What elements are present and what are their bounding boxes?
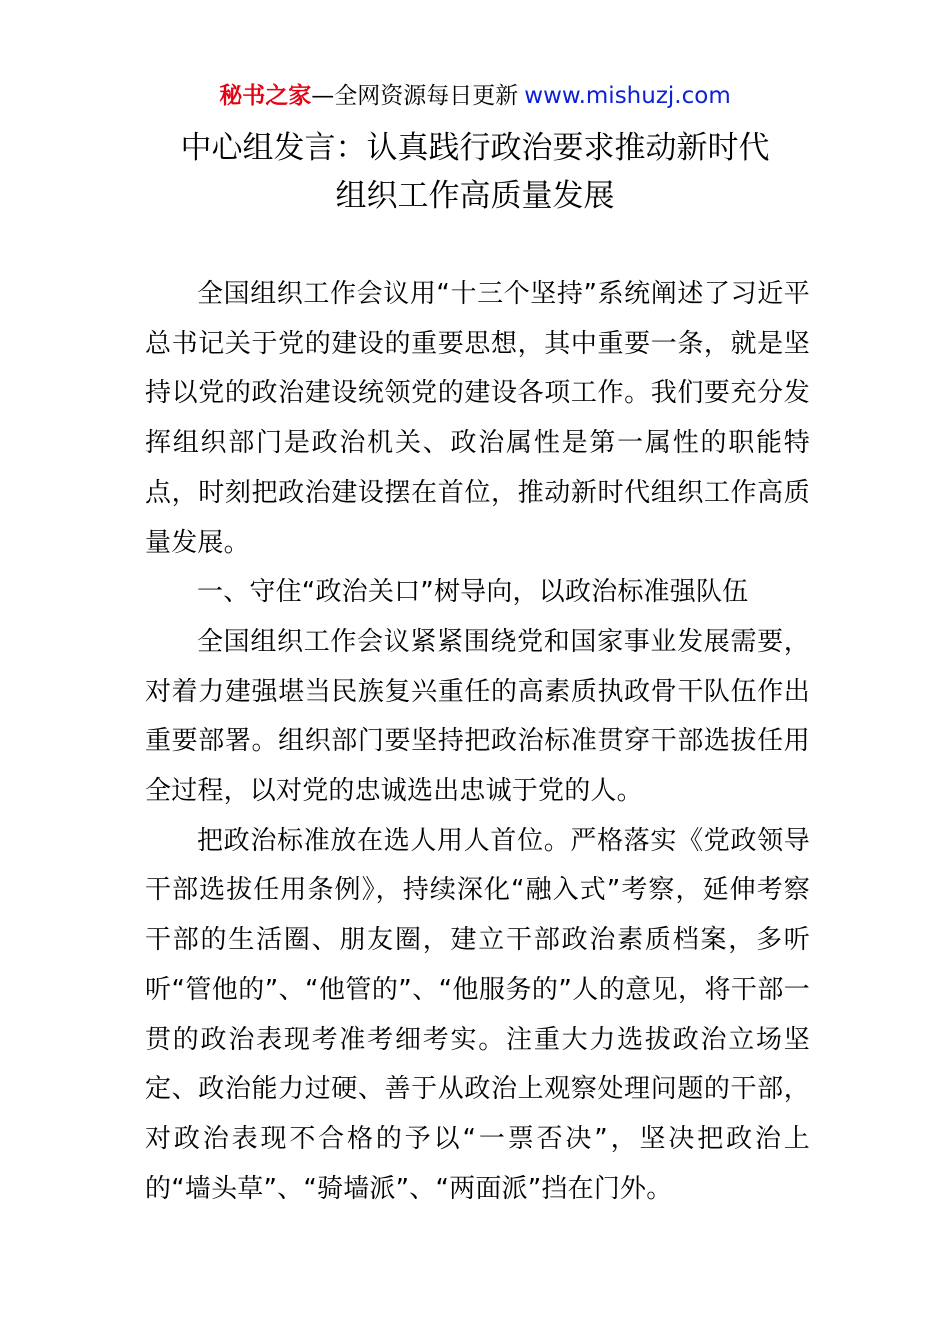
document-title-line-2: 组织工作高质量发展 [335, 178, 615, 214]
document-body [145, 270, 810, 1214]
site-header [0, 80, 950, 112]
brand-name: 秘书之家 [219, 83, 312, 109]
header-tagline: —全网资源每日更新 [311, 83, 519, 109]
body-paragraph: 把政治标准放在选人用人首位。严格落实《党政领导干部选拔任用条例》，持续深化“融入式”考察，延伸考察干部的生活圈、朋友圈，建立干部政治素质档案，多听听“管他的”、“他管的”、“他服务的”人的意见，将干部一贯的政治表现考准考细考实。注重大力选拔政治立场坚定、政治能力过硬、善于从政治上观察处理问题的干部，对政治表现不合格的予以“一票否决”，坚决把政治上的“墙头草”、“骑墙派”、“两面派”挡在门外。 [145, 825, 810, 1204]
site-url-link[interactable]: www.mishuzj.com [524, 83, 731, 109]
section-heading-1: 一、守住“政治关口”树导向，以政治标准强队伍 [197, 577, 749, 608]
intro-paragraph: 全国组织工作会议用“十三个坚持”系统阐述了习近平总书记关于党的建设的重要思想，其中重要一条，就是坚持以党的政治建设统领党的建设各项工作。我们要充分发挥组织部门是政治机关、政治属性是第一属性的职能特点，时刻把政治建设摆在首位，推动新时代组织工作高质量发展。 [145, 279, 810, 558]
body-paragraph: 全国组织工作会议紧紧围绕党和国家事业发展需要，对着力建强堪当民族复兴重任的高素质执政骨干队伍作出重要部署。组织部门要坚持把政治标准贯穿干部选拔任用全过程，以对党的忠诚选出忠诚于党的人。 [145, 626, 810, 807]
document-title-line-1: 中心组发言：认真践行政治要求推动新时代 [180, 130, 770, 166]
